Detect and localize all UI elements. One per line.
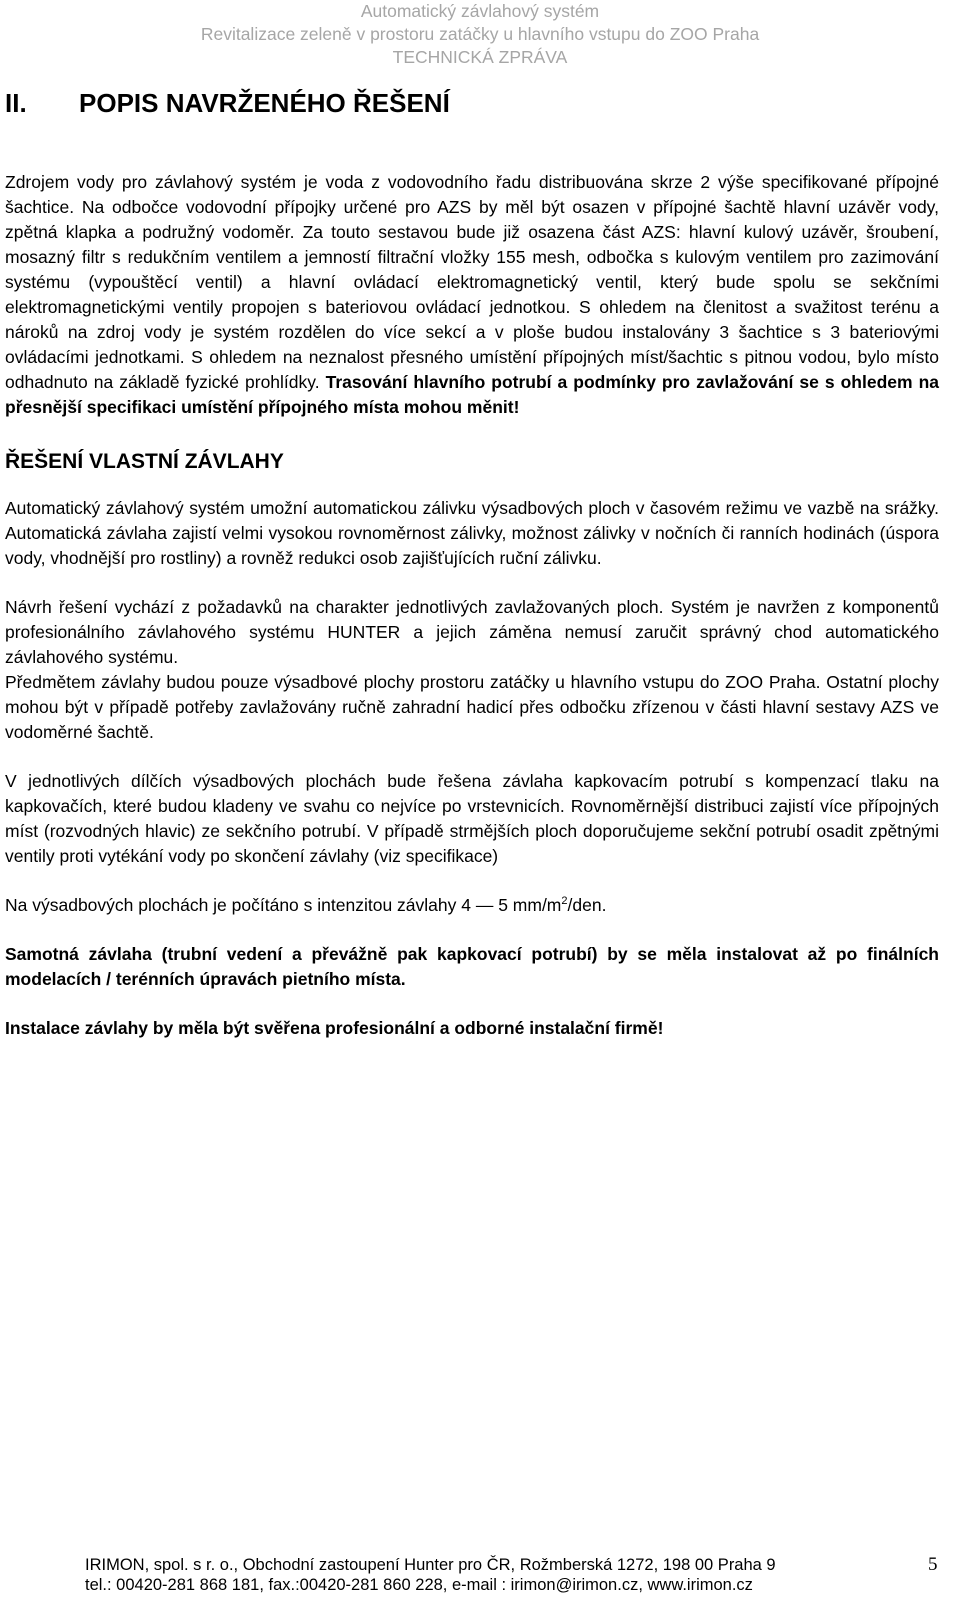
footer-contact: tel.: 00420-281 868 181, fax.:00420-281 860 228, e-mail : irimon@irimon.cz, www.irimon.cz <box>85 1576 753 1594</box>
paragraph-installation-company: Instalace závlahy by měla být svěřena profesionální a odborné instalační firmě! <box>5 1018 664 1038</box>
paragraph-intensity <box>5 893 939 918</box>
document-header <box>0 0 960 69</box>
header-project-title: Revitalizace zeleně v prostoru zatáčky u hlavního vstupu do ZOO Praha <box>200 24 760 44</box>
section-heading <box>5 88 450 119</box>
paragraph-text: Zdrojem vody pro závlahový systém je voda z vodovodního řadu distribuována skrze 2 výše specifikované přípojné šachtice. Na odbočce vodovodní přípojky určené pro AZS by měl být osazen v přípojné šachtě hlavní uzávěr vody, zpětná klapka a podružný vodoměr. Za touto sestavou bude již osazena část AZS: hlavní kulový uzávěr, šroubení, mosazný filtr s redukčním ventilem a jemností filtrační vložky 155 mesh, odbočka s kulovým ventilem pro zazimování systému (vypouštěcí ventil) a hlavní ovládací elektromagnetický ventil, který bude spolu se sekčními elektromagnetickými ventily propojen s bateriovou ovládací jednotkou. S ohledem na členitost a svažitost terénu a nároků na zdroj vody je systém rozdělen do více sekcí a v ploše budou instalovány 3 šachtice s 3 bateriovými ovládacími jednotkami. S ohledem na neznalost přesného umístění přípojných míst/šachtic s pitnou vodou, bylo místo odhadnuto na základě fyzické prohlídky. <box>5 172 939 392</box>
paragraph-water-source <box>5 170 939 420</box>
section-number: II. <box>5 88 27 118</box>
intensity-text: Na výsadbových plochách je počítáno s intenzitou závlahy 4 — 5 mm/m <box>5 895 562 915</box>
paragraph-design: Návrh řešení vychází z požadavků na charakter jednotlivých zavlažovaných ploch. Systém je navržen z komponentů profesionálního závlahového systému HUNTER a jejich záměna nemusí zaručit správný chod automatického závlahového systému. <box>5 597 939 667</box>
paragraph-subject: Předmětem závlahy budou pouze výsadbové plochy prostoru zatáčky u hlavního vstupu do ZOO Praha. Ostatní plochy mohou být v případě potřeby zavlažovány ručně zahradní hadicí přes odbočku zřízenou v části hlavní sestavy AZS ve vodoměrné šachtě. <box>5 672 939 742</box>
document-body <box>5 170 939 1041</box>
warning-text: Trasování hlavního potrubí a podmínky pro zavlažování se s ohledem na přesnější specifikaci umístění přípojného místa mohou měnit! <box>5 372 940 417</box>
section-title: POPIS NAVRŽENÉHO ŘEŠENÍ <box>79 88 450 118</box>
subheading: ŘEŠENÍ VLASTNÍ ZÁVLAHY <box>5 450 284 473</box>
paragraph-automatic-system: Automatický závlahový systém umožní automatickou zálivku výsadbových ploch v časovém režimu ve vazbě na srážky. Automatická závlaha zajistí velmi vysokou rovnoměrnost zálivky, možnost zálivky v nočních či ranních hodinách (úspora vody, vhodnější pro rostliny) a rovněž redukci osob zajišťujících ruční zálivku. <box>5 498 939 568</box>
header-system-title: Automatický závlahový systém <box>360 1 600 21</box>
paragraph-drip-irrigation: V jednotlivých dílčích výsadbových plochách bude řešena závlaha kapkovacím potrubí s kompenzací tlaku na kapkovačích, které budou kladeny ve svahu co nejvíce po vrstevnicích. Rovnoměrnější distribuci zajistí více přípojných míst (rozvodných hlavic) ze sekčního potrubí. V případě strmějších ploch doporučujeme sekční potrubí osadit zpětnými ventily proti vytékání vody po skončení závlahy (viz specifikace) <box>5 771 939 866</box>
page-number: 5 <box>928 1554 938 1575</box>
header-report-type: TECHNICKÁ ZPRÁVA <box>392 47 568 67</box>
intensity-unit-tail: /den. <box>567 895 607 915</box>
footer-company-address: IRIMON, spol. s r. o., Obchodní zastoupení Hunter pro ČR, Rožmberská 1272, 198 00 Praha 9 <box>85 1556 776 1574</box>
paragraph-installation-timing: Samotná závlaha (trubní vedení a převážně pak kapkovací potrubí) by se měla instalovat až po finálních modelacích / terénních úpravách pietního místa. <box>5 944 939 989</box>
intensity-superscript: 2 <box>561 895 568 908</box>
